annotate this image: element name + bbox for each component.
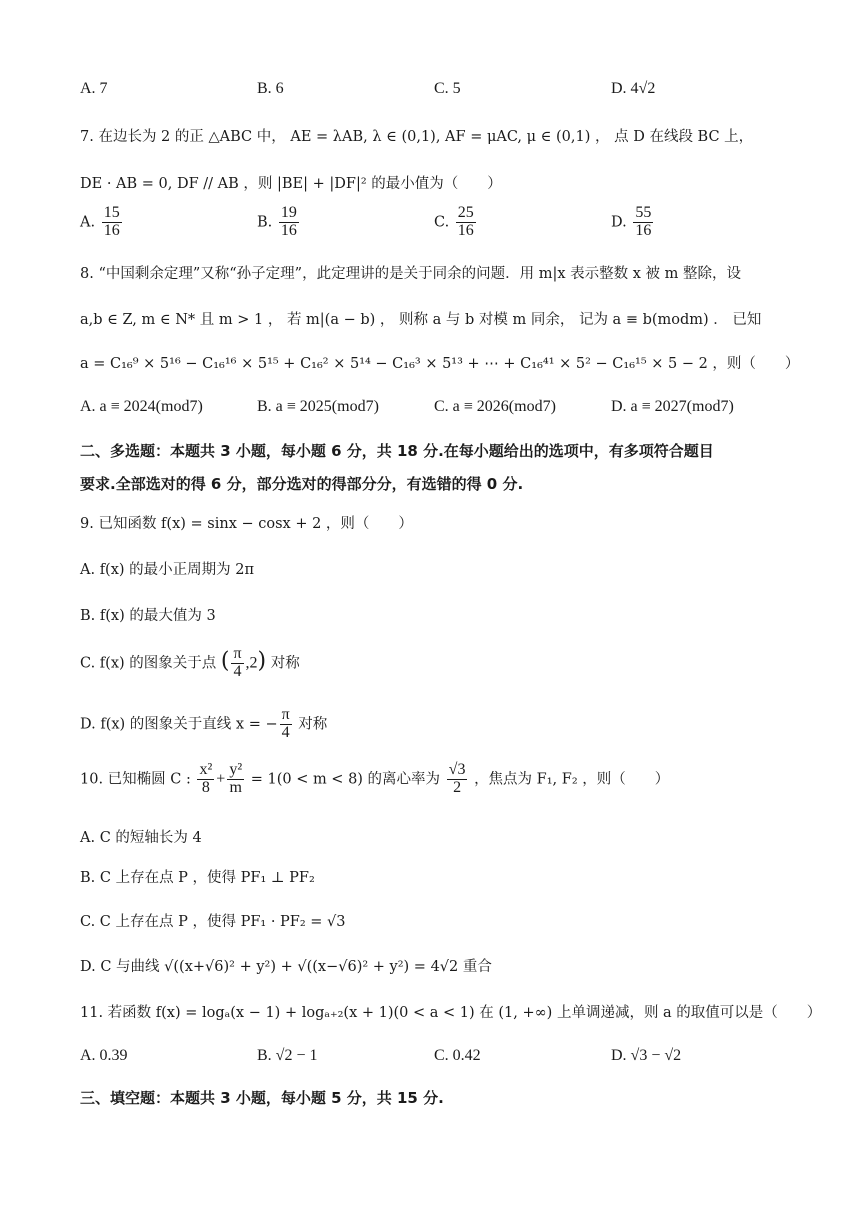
section-2-line2: 要求.全部选对的得 6 分，部分选对的得部分分，有选错的得 0 分. <box>80 475 524 493</box>
option-text-tail: 对称 <box>270 655 300 672</box>
section-2-line1: 二、多选题：本题共 3 小题，每小题 6 分，共 18 分.在每小题给出的选项中，有多项符合题目 <box>80 442 714 460</box>
stem-text: 10. 已知椭圆 C : <box>80 771 191 788</box>
q9-option-a: A. f(x) 的最小正周期为 2π <box>80 562 255 578</box>
q9-stem: 9. 已知函数 f(x) = sinx − cosx + 2 ，则（ ） <box>80 516 413 532</box>
q10-option-b: B. C 上存在点 P ，使得 PF₁ ⊥ PF₂ <box>80 870 315 886</box>
fraction-denominator: 16 <box>103 221 120 239</box>
fraction-denominator: 2 <box>453 778 462 796</box>
fraction-denominator: m <box>229 778 242 796</box>
fraction-denominator: 8 <box>201 778 210 796</box>
option-label: A. <box>80 214 96 231</box>
q7-stem-line2: DE · AB = 0, DF // AB ，则 |BE| + |DF|² 的最小值为（ ） <box>80 176 502 192</box>
q10-option-c: C. C 上存在点 P ，使得 PF₁ · PF₂ = √3 <box>80 914 346 930</box>
q6-option-a: A. 7 <box>80 80 108 97</box>
q8-option-c: C. a ≡ 2026(mod7) <box>434 398 556 415</box>
fraction-numerator: 15 <box>103 204 120 221</box>
q11-stem: 11. 若函数 f(x) = logₐ(x − 1) + logₐ₊₂(x + 1)(0 < a < 1) 在 (1, +∞) 上单调递减，则 a 的取值可以是（ ） <box>80 1005 822 1021</box>
q8-stem-line3: a = C₁₆⁹ × 5¹⁶ − C₁₆¹⁶ × 5¹⁵ + C₁₆² × 5¹⁴ − C₁₆³ × 5¹³ + ⋯ + C₁₆⁴¹ × 5² − C₁₆¹⁵ × 5 − 2 ，则（ ） <box>80 356 800 372</box>
point-coordinate: ,2 <box>245 654 258 672</box>
q10-stem <box>80 762 669 797</box>
q8-option-a: A. a ≡ 2024(mod7) <box>80 398 203 415</box>
q8-option-d: D. a ≡ 2027(mod7) <box>611 398 734 415</box>
q8-stem-line1: 8. “中国剩余定理”又称“孙子定理”，此定理讲的是关于同余的问题．用 m|x 表示整数 x 被 m 整除，设 <box>80 266 741 282</box>
q7-option-b <box>257 205 301 240</box>
q9-option-d <box>80 707 327 742</box>
option-label: D. <box>611 214 627 231</box>
fraction-numerator: √3 <box>448 761 466 778</box>
q7-option-c <box>434 205 478 240</box>
q8-option-b: B. a ≡ 2025(mod7) <box>257 398 379 415</box>
fraction-denominator: 16 <box>457 221 474 239</box>
q7-option-a <box>80 205 124 240</box>
q6-option-d: D. 4√2 <box>611 80 656 97</box>
q6-option-b: B. 6 <box>257 80 284 97</box>
q11-option-b: B. √2 − 1 <box>257 1047 318 1064</box>
q11-option-a: A. 0.39 <box>80 1047 128 1064</box>
q8-stem-line2: a,b ∈ Z, m ∈ N* 且 m > 1 ， 若 m|(a − b) ， 则称 a 与 b 对模 m 同余， 记为 a ≡ b(modm) ． 已知 <box>80 312 762 328</box>
fraction-numerator: 19 <box>280 204 297 221</box>
fraction-denominator: 4 <box>233 662 242 680</box>
stem-text: ，焦点为 F₁, F₂ ，则（ ） <box>474 771 670 788</box>
fraction-denominator: 16 <box>635 221 652 239</box>
option-label: B. <box>257 214 273 231</box>
q6-option-c: C. 5 <box>434 80 461 97</box>
fraction-numerator: 55 <box>635 204 652 221</box>
fraction-numerator: 25 <box>457 204 474 221</box>
q11-option-d: D. √3 − √2 <box>611 1047 682 1064</box>
q10-option-a: A. C 的短轴长为 4 <box>80 830 202 846</box>
left-paren: ( <box>220 648 230 674</box>
option-text: D. f(x) 的图象关于直线 x = − <box>80 716 278 733</box>
q7-stem-line1: 7. 在边长为 2 的正 △ABC 中， AE = λAB, λ ∈ (0,1), AF = μAC, μ ∈ (0,1) ， 点 D 在线段 BC 上， <box>80 129 754 145</box>
fraction-numerator: π <box>233 645 242 662</box>
stem-text: = 1(0 < m < 8) 的离心率为 <box>250 771 441 788</box>
fraction-numerator: x² <box>199 761 213 778</box>
option-label: C. <box>434 214 450 231</box>
right-paren: ) <box>257 648 267 674</box>
q11-option-c: C. 0.42 <box>434 1047 481 1064</box>
fraction-numerator: π <box>281 706 290 723</box>
option-text-tail: 对称 <box>298 716 328 733</box>
section-3-heading: 三、填空题：本题共 3 小题，每小题 5 分，共 15 分. <box>80 1089 444 1107</box>
q10-option-d: D. C 与曲线 √((x+√6)² + y²) + √((x−√6)² + y²) = 4√2 重合 <box>80 959 492 975</box>
q7-option-d <box>611 205 655 240</box>
q9-option-c <box>80 646 300 681</box>
fraction-denominator: 4 <box>281 723 290 741</box>
fraction-numerator: y² <box>229 761 243 778</box>
plus-sign: + <box>216 770 226 788</box>
option-text: C. f(x) 的图象关于点 <box>80 655 217 672</box>
q9-option-b: B. f(x) 的最大值为 3 <box>80 608 216 624</box>
fraction-denominator: 16 <box>280 221 297 239</box>
